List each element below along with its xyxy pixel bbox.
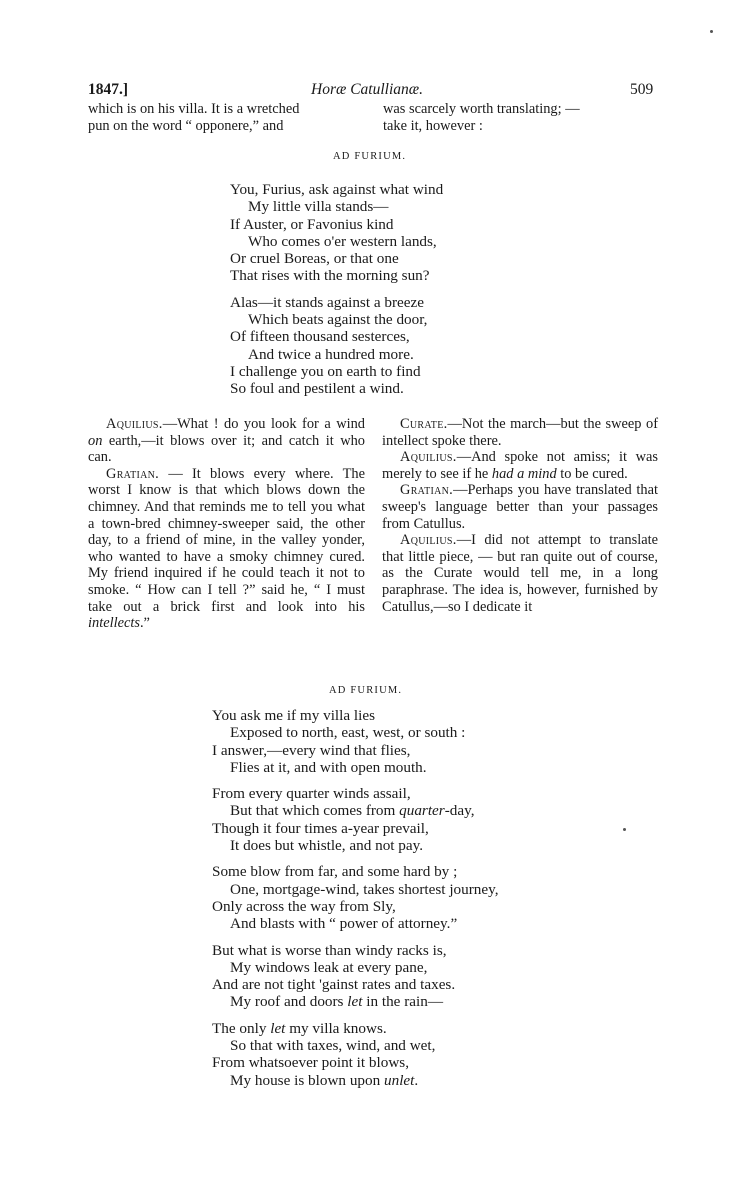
poem2-line — [212, 724, 552, 741]
speaker-name: Aquilius. — [106, 416, 163, 432]
poem2-line — [212, 1020, 552, 1037]
dialogue-paragraph — [382, 482, 658, 532]
poem-text: -day, — [444, 802, 475, 820]
poem2-line — [212, 915, 552, 932]
dialogue-text: —Perhaps you have translated that sweep's language better than your passages from Catullus. — [382, 482, 658, 532]
poem2-line — [212, 837, 552, 854]
poem-emphasis: let — [270, 1019, 286, 1037]
poem-text: It does but whistle, and not pay. — [230, 837, 424, 855]
poem-text: Though it four times a-year prevail, — [212, 819, 429, 837]
dialogue-text: —What ! do you look for a wind — [162, 416, 365, 432]
poem2-line — [212, 707, 552, 724]
poem1-line: That rises with the morning sun? — [230, 267, 430, 285]
poem-text: And blasts with “ power of attorney.” — [230, 915, 458, 933]
header-year: 1847.] — [88, 81, 129, 98]
poem-text: Only across the way from Sly, — [212, 897, 396, 915]
poem-text: So that with taxes, wind, and wet, — [230, 1037, 436, 1055]
poem2-line — [212, 898, 552, 915]
dialogue-paragraph — [88, 466, 365, 632]
poem2-line — [212, 959, 552, 976]
poem1-title: AD FURIUM. — [333, 151, 407, 162]
poem-text: From every quarter winds assail, — [212, 785, 411, 803]
dialogue-emphasis: on — [88, 432, 103, 449]
poem1-line: Or cruel Boreas, or that one — [230, 250, 399, 268]
page-mark — [710, 30, 713, 33]
poem2-line — [212, 863, 552, 880]
poem1-line: I challenge you on earth to find — [230, 362, 421, 380]
poem1-line: You, Furius, ask against what wind — [230, 181, 444, 198]
poem2-line — [212, 820, 552, 837]
top-line-right-2: take it, however : — [383, 118, 483, 134]
speaker-name: Aquilius. — [400, 532, 457, 549]
poem2-line — [212, 802, 552, 819]
page-mark — [623, 828, 626, 831]
poem-text: Some blow from far, and some hard by ; — [212, 863, 458, 881]
dialogue-text: to be cured. — [556, 465, 628, 482]
dialogue-right-column — [382, 416, 658, 615]
dialogue-text: earth,—it blows over it; and catch it who can. — [88, 432, 365, 466]
poem1-line: Which beats against the door, — [248, 311, 428, 329]
poem2-line — [212, 785, 552, 802]
dialogue-text: —And spoke not amiss; it was merely to see if he — [382, 449, 658, 482]
poem-text: Flies at it, and with open mouth. — [230, 758, 427, 776]
poem1-line: My little villa stands— — [248, 198, 389, 216]
running-title: Horæ Catullianæ. — [311, 81, 423, 98]
top-line-right-1: was scarcely worth translating; — — [383, 101, 580, 117]
poem2-line — [212, 1037, 552, 1054]
poem-text: One, mortgage-wind, takes shortest journey, — [230, 880, 499, 898]
poem-text: The only — [212, 1019, 271, 1037]
poem-text: in the rain— — [362, 993, 444, 1011]
poem-text: . — [414, 1071, 419, 1089]
poem1-line: If Auster, or Favonius kind — [230, 215, 394, 233]
poem2-line — [212, 976, 552, 993]
dialogue-emphasis: intellects — [88, 615, 140, 632]
poem2-line — [212, 742, 552, 759]
poem-text: But what is worse than windy racks is, — [212, 941, 447, 959]
dialogue-left-column — [88, 416, 365, 632]
top-line-left-1: which is on his villa. It is a wretched — [88, 101, 300, 117]
dialogue-paragraph — [382, 416, 658, 449]
dialogue-text: —Not the march—but the sweep of intellect spoke there. — [382, 416, 658, 449]
speaker-name: Gratian. — [400, 482, 454, 499]
poem-text: My windows leak at every pane, — [230, 958, 428, 976]
page-number: 509 — [630, 81, 654, 98]
poem-text: You ask me if my villa lies — [212, 707, 375, 724]
poem1-line: Alas—it stands against a breeze — [230, 293, 424, 311]
speaker-name: Curate. — [400, 416, 448, 432]
poem1-line: So foul and pestilent a wind. — [230, 380, 404, 398]
top-line-left-2: pun on the word “ opponere,” and — [88, 118, 284, 134]
poem2-line — [212, 993, 552, 1010]
poem1-line: Of fifteen thousand sesterces, — [230, 328, 410, 346]
poem2-title: AD FURIUM. — [329, 685, 403, 696]
poem-text: Exposed to north, east, west, or south : — [230, 724, 466, 742]
poem1-body — [230, 181, 530, 398]
poem-emphasis: let — [347, 993, 363, 1011]
poem-text: I answer,—every wind that flies, — [212, 741, 411, 759]
dialogue-paragraph — [88, 416, 365, 466]
speaker-name: Gratian. — [106, 465, 160, 482]
poem2-line — [212, 942, 552, 959]
poem-text: From whatsoever point it blows, — [212, 1054, 409, 1072]
poem-text: my villa knows. — [285, 1019, 387, 1037]
poem-emphasis: unlet — [384, 1071, 415, 1089]
poem-text: And are not tight 'gainst rates and taxes. — [212, 976, 456, 994]
poem-text: But that which comes from — [230, 802, 400, 820]
dialogue-paragraph — [382, 449, 658, 482]
poem2-line — [212, 881, 552, 898]
poem-text: My roof and doors — [230, 993, 348, 1011]
dialogue-text: — It blows every where. The worst I know is that which blows down the chimney. And that reminds me to tell you what a town-bred chimney-sweeper said, the other day, to a friend of mine, in the valley yonder, who wanted to have a smoky chimney cured. My friend inquired if he could teach it not to smoke. “ How can I tell ?” said he, “ I must take out a brick first and look into his — [88, 465, 365, 615]
poem2-body — [212, 707, 552, 1089]
poem-emphasis: quarter — [399, 802, 445, 820]
poem1-line: Who comes o'er western lands, — [248, 232, 437, 250]
dialogue-text: .” — [139, 615, 150, 632]
poem1-line: And twice a hundred more. — [248, 345, 414, 363]
poem2-line — [212, 1054, 552, 1071]
poem2-line — [212, 759, 552, 776]
dialogue-emphasis: had a mind — [491, 465, 557, 482]
dialogue-text: —I did not attempt to translate that little piece, — but ran quite out of course, as the Curate would tell me, in a long paraphrase. The idea is, however, furnished by Catullus,—so I dedicate it — [382, 532, 658, 615]
poem2-line — [212, 1072, 552, 1089]
speaker-name: Aquilius. — [400, 449, 457, 466]
dialogue-paragraph — [382, 532, 658, 615]
poem-text: My house is blown upon — [230, 1071, 384, 1089]
